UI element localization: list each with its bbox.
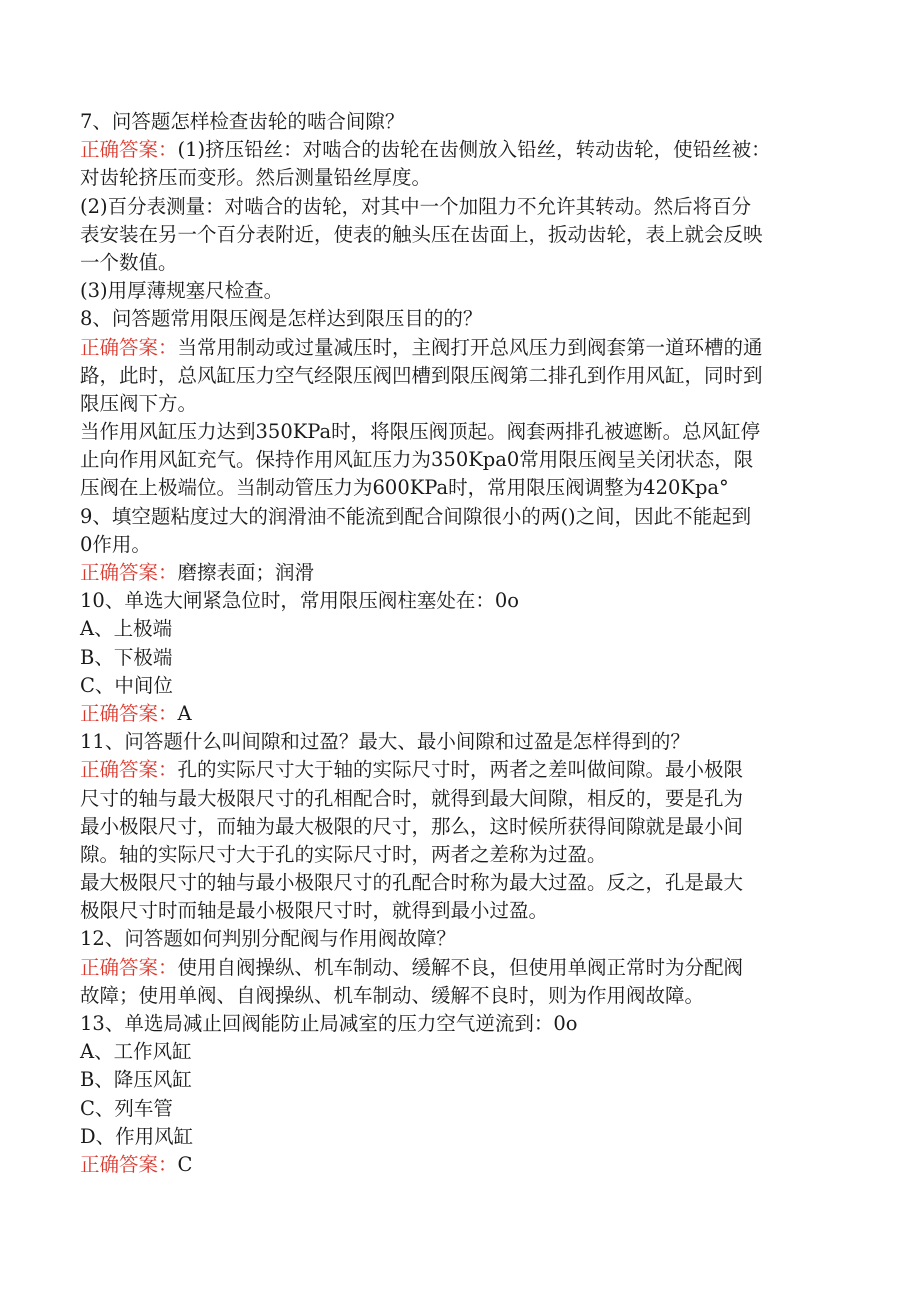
line-text: 最小极限尺寸，而轴为最大极限的尺寸，那么，这时候所获得间隙就是最小间	[80, 814, 744, 838]
answer-label: 正确答案：	[80, 1152, 178, 1176]
text-line	[80, 277, 860, 305]
line-text: 尺寸的轴与最大极限尺寸的孔相配合时，就得到最大间隙，相反的，要是孔为	[80, 786, 744, 810]
document-body	[80, 108, 860, 1179]
line-text: 11、问答题什么叫间隙和过盈？最大、最小间隙和过盈是怎样得到的？	[80, 730, 690, 754]
line-text: B、降压风缸	[80, 1068, 192, 1092]
answer-line	[80, 954, 860, 982]
text-line	[80, 390, 860, 418]
text-line	[80, 1010, 860, 1038]
line-text: 孔的实际尺寸大于轴的实际尺寸时，两者之差叫做间隙。最小极限	[177, 758, 744, 782]
line-text: D、作用风缸	[80, 1124, 194, 1148]
text-line	[80, 869, 860, 897]
text-line	[80, 925, 860, 953]
text-line	[80, 362, 860, 390]
line-text: 当常用制动或过量减压时，主阀打开总风压力到阀套第一道环槽的通	[177, 335, 763, 359]
answer-line	[80, 334, 860, 362]
line-text: 7、问答题怎样检查齿轮的啮合间隙？	[80, 110, 405, 133]
text-line	[80, 305, 860, 333]
line-text: C、列车管	[80, 1096, 173, 1120]
line-text: 限压阀下方。	[80, 391, 198, 415]
line-text: 对齿轮挤压而变形。然后测量铅丝厚度。	[80, 166, 432, 190]
text-line	[80, 221, 860, 249]
text-line	[80, 193, 860, 221]
text-line	[80, 785, 860, 813]
text-line	[80, 1066, 860, 1094]
text-line	[80, 587, 860, 615]
text-line	[80, 1038, 860, 1066]
line-text: (3)用厚薄规塞尺检查。	[80, 279, 284, 303]
line-text: 磨擦表面；润滑	[177, 561, 315, 584]
text-line	[80, 982, 860, 1010]
line-text: 止向作用风缸充气。保持作用风缸压力为350Kpa0常用限压阀呈关闭状态，限	[80, 448, 754, 472]
text-line	[80, 1123, 860, 1151]
line-text: 压阀在上极端位。当制动管压力为600KPa时，常用限压阀调整为420Kpa°	[80, 476, 729, 500]
line-text: A、上极端	[80, 617, 173, 641]
line-text: 隙。轴的实际尺寸大于孔的实际尺寸时，两者之差称为过盈。	[80, 842, 607, 866]
text-line	[80, 503, 860, 531]
answer-line	[80, 700, 860, 728]
answer-line	[80, 136, 860, 164]
text-line	[80, 644, 860, 672]
line-text: 8、问答题常用限压阀是怎样达到限压目的的？	[80, 307, 483, 331]
line-text: (2)百分表测量：对啮合的齿轮，对其中一个加阻力不允许其转动。然后将百分	[80, 194, 752, 218]
line-text: 9、填空题粘度过大的润滑油不能流到配合间隙很小的两()之间，因此不能起到	[80, 504, 752, 528]
text-line	[80, 446, 860, 474]
line-text: A、工作风缸	[80, 1040, 192, 1064]
text-line	[80, 615, 860, 643]
answer-label: 正确答案：	[80, 561, 178, 584]
text-line	[80, 531, 860, 559]
line-text: 一个数值。	[80, 250, 178, 274]
line-text: (1)挤压铅丝：对啮合的齿轮在齿侧放入铅丝，转动齿轮，使铅丝被：	[177, 138, 771, 162]
answer-label: 正确答案：	[80, 758, 178, 782]
line-text: C、中间位	[80, 673, 173, 697]
answer-label: 正确答案：	[80, 335, 178, 359]
line-text: 10、单选大闸紧急位时，常用限压阀柱塞处在：0o	[80, 589, 519, 613]
text-line	[80, 672, 860, 700]
answer-label: 正确答案：	[80, 138, 178, 162]
answer-line	[80, 559, 860, 587]
line-text: 极限尺寸时而轴是最小极限尺寸时，就得到最小过盈。	[80, 899, 549, 923]
answer-label: 正确答案：	[80, 955, 178, 979]
text-line	[80, 164, 860, 192]
line-text: 使用自阀操纵、机车制动、缓解不良，但使用单阀正常时为分配阀	[177, 955, 744, 979]
text-line	[80, 728, 860, 756]
text-line	[80, 841, 860, 869]
answer-line	[80, 1151, 860, 1179]
text-line	[80, 1095, 860, 1123]
line-text: A	[177, 701, 192, 725]
line-text: C	[177, 1152, 193, 1176]
line-text: 表安装在另一个百分表附近，使表的触头压在齿面上，扳动齿轮，表上就会反映	[80, 222, 763, 246]
text-line	[80, 249, 860, 277]
line-text: 最大极限尺寸的轴与最小极限尺寸的孔配合时称为最大过盈。反之，孔是最大	[80, 871, 744, 895]
line-text: 13、单选局减止回阀能防止局减室的压力空气逆流到：0o	[80, 1012, 578, 1035]
line-text: 0作用。	[80, 532, 151, 556]
answer-label: 正确答案：	[80, 701, 178, 725]
text-line	[80, 897, 860, 925]
answer-line	[80, 756, 860, 784]
text-line	[80, 108, 860, 136]
line-text: 12、问答题如何判别分配阀与作用阀故障？	[80, 927, 456, 951]
text-line	[80, 813, 860, 841]
text-line	[80, 418, 860, 446]
line-text: 路，此时，总风缸压力空气经限压阀凹槽到限压阀第二排孔到作用风缸，同时到	[80, 363, 763, 387]
line-text: 故障；使用单阀、自阀操纵、机车制动、缓解不良时，则为作用阀故障。	[80, 983, 705, 1007]
line-text: 当作用风缸压力达到350KPa时，将限压阀顶起。阀套两排孔被遮断。总风缸停	[80, 420, 761, 444]
text-line	[80, 474, 860, 502]
line-text: B、下极端	[80, 645, 173, 669]
